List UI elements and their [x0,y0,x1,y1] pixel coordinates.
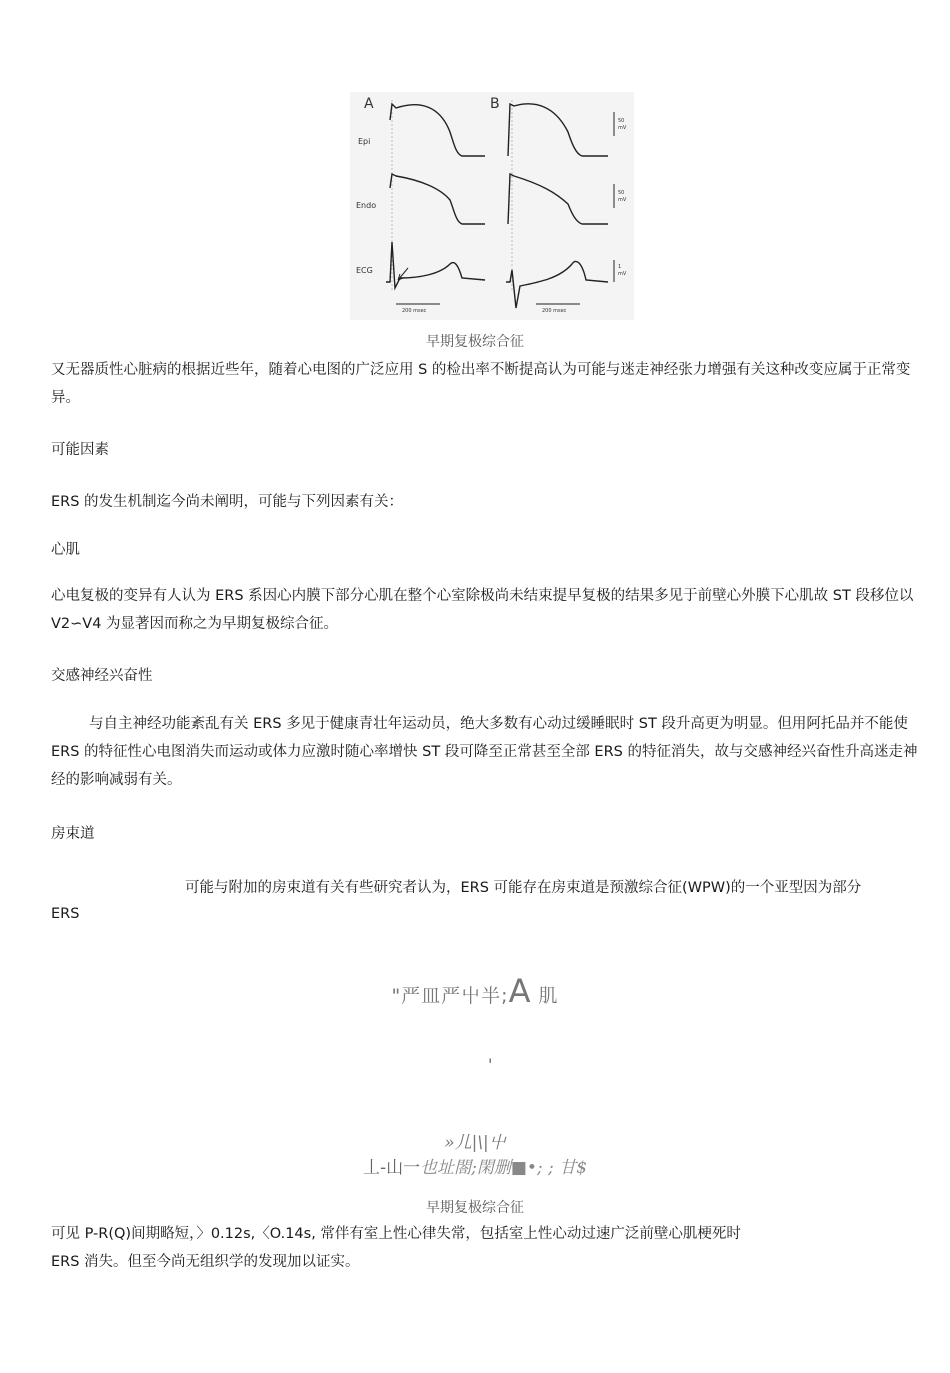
garbled-figure-text-3: »儿|\|屮 [444,1133,506,1153]
time-bar-b-label: 200 msec [542,308,567,314]
figure-caption-1: 早期复极综合征 [426,334,524,350]
scale-epi-unit: mV [618,125,627,131]
row-label-endo: Endo [356,201,377,210]
paragraph-myocardium: 心电复极的变异有人认为 ERS 系因心内膜下部分心肌在整个心室除极尚未结束提早复极的结果多见于前壁心外膜下心肌故 ST 段移位以 V2∽V4 为显著因而称之为早期复极综合征。 [51,588,914,632]
paragraph-pr-interval-line2: ERS 消失。但至今尚无组织学的发现加以证实。 [51,1254,360,1270]
heading-myocardium: 心肌 [51,542,80,558]
paragraph-pr-interval-line1: 可见 P-R(Q)间期略短，〉0.12s,〈O.14s, 常伴有室上性心律失常，包括室上性心动过速广泛前壁心肌梗死时 [51,1226,741,1242]
paragraph-mechanism: ERS 的发生机制迄今尚未阐明，可能与下列因素有关： [51,494,404,510]
scale-ecg-unit: mV [618,271,627,277]
heading-atriofascicular: 房束道 [51,826,95,842]
figure-caption-2: 早期复极综合征 [426,1200,524,1216]
garbled-figure-text-4: 丄-山一也址閤;閑删■•; ; 甘$ [362,1158,588,1178]
scale-epi-num: 50 [618,118,625,124]
scale-ecg-num: 1 [618,264,622,270]
time-bar-a-label: 200 msec [402,308,427,314]
garbled-figure-text-2: ' [488,1055,493,1074]
panel-a-label: A [364,96,374,112]
heading-possible-factors: 可能因素 [51,442,109,458]
scale-endo-unit: mV [618,197,627,203]
panel-b-label: B [490,96,500,112]
action-potential-ecg-figure [350,92,634,320]
row-label-epi: Epi [358,137,371,146]
garbled-figure-text-1: "严皿严屮半;A 肌 [391,972,559,1010]
paragraph-atriofascicular-line1: 可能与附加的房束道有关有些研究者认为，ERS 可能存在房束道是预激综合征(WPW)的一个亚型因为部分 [185,880,862,896]
row-label-ecg: ECG [356,266,373,275]
paragraph-atriofascicular-line2: ERS [51,906,80,922]
scale-endo-num: 50 [618,190,625,196]
heading-sympathetic: 交感神经兴奋性 [51,668,153,684]
paragraph-sympathetic: 与自主神经功能紊乱有关 ERS 多见于健康青壮年运动员，绝大多数有心动过缓睡眠时 ST 段升高更为明显。但用阿托品并不能使 ERS 的特征性心电图消失而运动或体力应激时随心率增快 ST 段可降至正常甚至全部 ERS 的特征消失，故与交感神经兴奋性升高迷走神经的影响减弱有关。 [51,716,918,788]
paragraph-intro: 又无器质性心脏病的根据近些年，随着心电图的广泛应用 S 的检出率不断提高认为可能与迷走神经张力增强有关这种改变应属于正常变异。 [51,362,911,406]
